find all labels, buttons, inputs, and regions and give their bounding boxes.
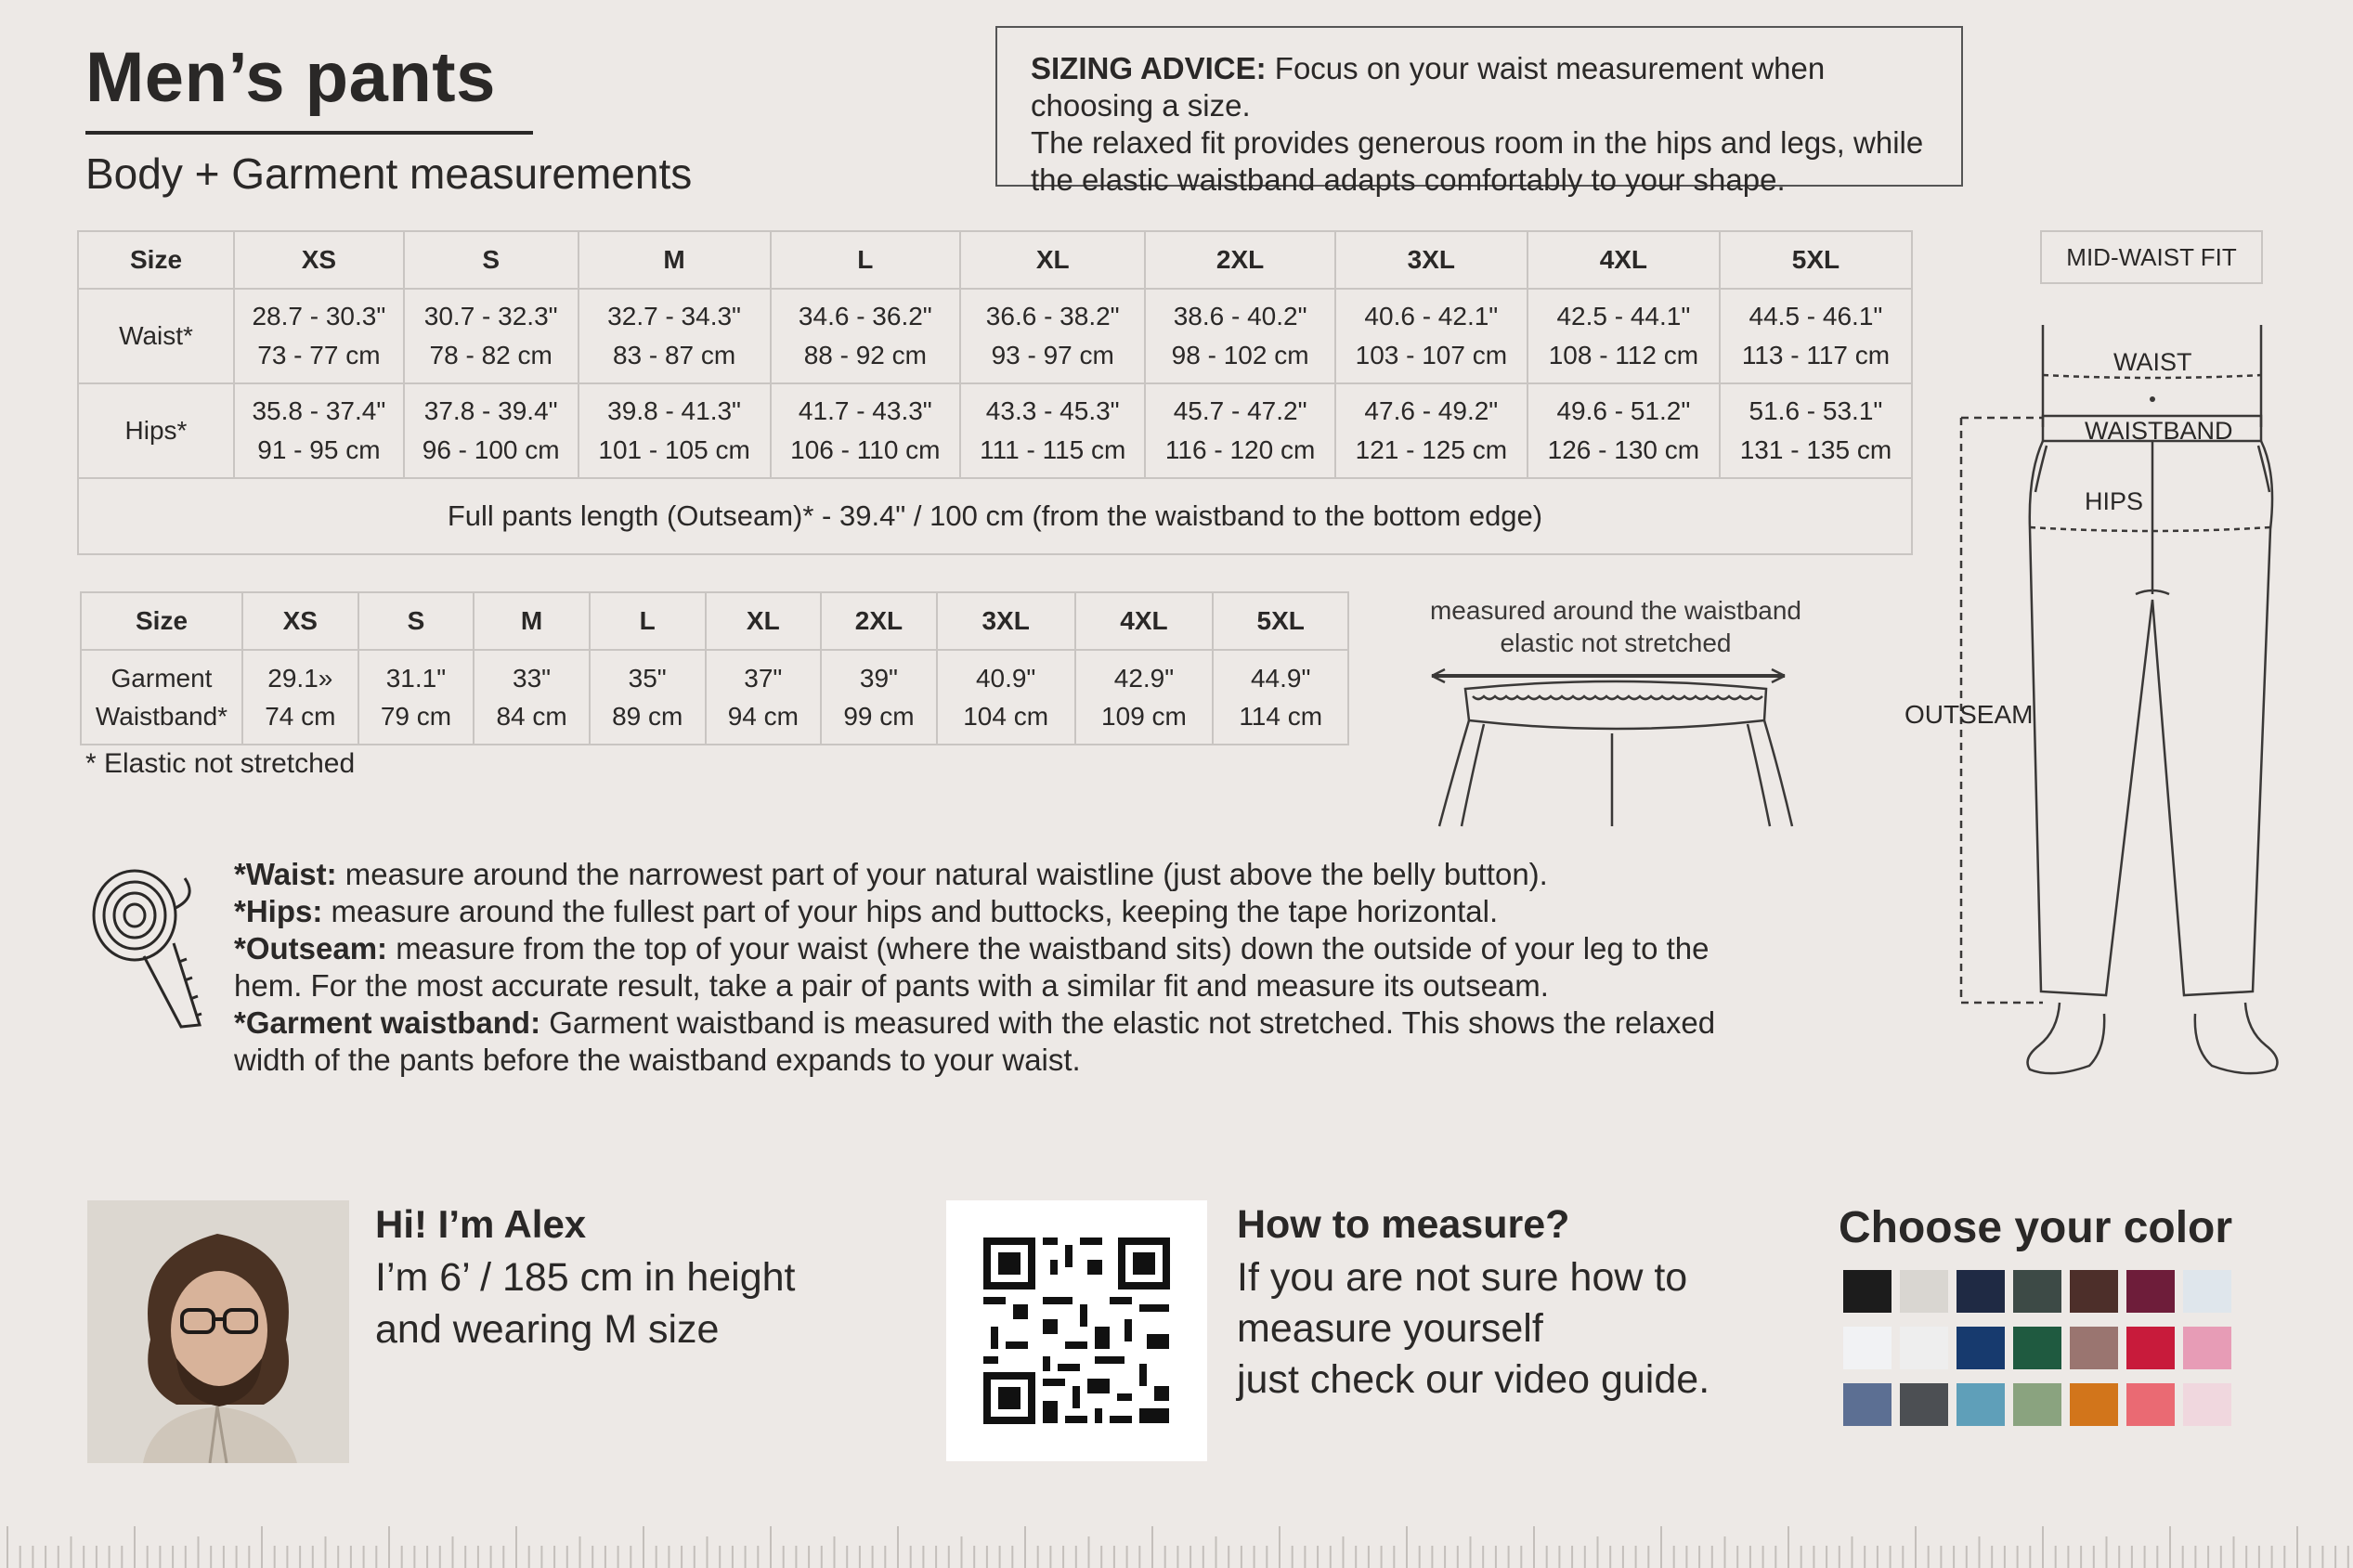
pants-label-waist: WAIST bbox=[2113, 348, 2192, 376]
color-swatch[interactable] bbox=[1843, 1327, 1892, 1369]
mid-waist-fit-label: MID-WAIST FIT bbox=[2040, 230, 2263, 284]
size-header-s: S bbox=[358, 592, 474, 650]
size-header-3xl: 3XL bbox=[1335, 231, 1528, 289]
color-swatch[interactable] bbox=[2126, 1327, 2175, 1369]
table-cell: 37" 94 cm bbox=[706, 650, 822, 745]
size-header-4xl: 4XL bbox=[1075, 592, 1214, 650]
size-header: Size bbox=[78, 231, 234, 289]
size-header-xs: XS bbox=[234, 231, 404, 289]
size-header-xl: XL bbox=[706, 592, 822, 650]
color-swatch[interactable] bbox=[1843, 1383, 1892, 1426]
color-swatch[interactable] bbox=[2183, 1270, 2231, 1313]
model-description: I’m 6’ / 185 cm in height and wearing M size bbox=[375, 1255, 796, 1352]
advice-line1: Focus on your waist measurement when choosing a size. bbox=[1031, 51, 1826, 123]
note-garment-waistband: *Garment waistband: Garment waistband is measured with the elastic not stretched. This shows the relaxed width of the pants before the waistband expands to your waist. bbox=[234, 1005, 1716, 1077]
table-cell: 49.6 - 51.2" 126 - 130 cm bbox=[1528, 383, 1720, 478]
ruler-decoration bbox=[0, 1497, 2353, 1568]
size-header-xs: XS bbox=[242, 592, 358, 650]
how-to-measure-title: How to measure? bbox=[1237, 1202, 1570, 1247]
table-cell: 40.6 - 42.1" 103 - 107 cm bbox=[1335, 289, 1528, 383]
color-swatch[interactable] bbox=[2126, 1270, 2175, 1313]
table-cell: 44.9" 114 cm bbox=[1213, 650, 1348, 745]
table-row-waist bbox=[78, 289, 1912, 383]
color-swatch[interactable] bbox=[1956, 1327, 2005, 1369]
table-cell: 45.7 - 47.2" 116 - 120 cm bbox=[1145, 383, 1334, 478]
pants-label-waistband: WAISTBAND bbox=[2085, 417, 2233, 445]
size-header-s: S bbox=[404, 231, 578, 289]
color-swatch[interactable] bbox=[2126, 1383, 2175, 1426]
table-cell: 39.8 - 41.3" 101 - 105 cm bbox=[578, 383, 771, 478]
row-label-garment-waistband: Garment Waistband* bbox=[81, 650, 242, 745]
model-photo bbox=[87, 1200, 349, 1463]
table-row-hips bbox=[78, 383, 1912, 478]
table-cell: 35" 89 cm bbox=[590, 650, 706, 745]
advice-line2: The relaxed fit provides generous room in the hips and legs, while the elastic waistband adapts comfortably to your shape. bbox=[1031, 125, 1924, 197]
size-header-5xl: 5XL bbox=[1720, 231, 1912, 289]
page-subtitle: Body + Garment measurements bbox=[85, 149, 693, 198]
pants-label-hips: HIPS bbox=[2085, 487, 2144, 515]
color-swatch[interactable] bbox=[2013, 1270, 2061, 1313]
page-title: Men’s pants bbox=[85, 38, 496, 117]
size-header-2xl: 2XL bbox=[821, 592, 937, 650]
model-name: Hi! I’m Alex bbox=[375, 1202, 587, 1246]
color-swatch[interactable] bbox=[1900, 1327, 1948, 1369]
table-cell: 40.9" 104 cm bbox=[937, 650, 1075, 745]
table-cell: 33" 84 cm bbox=[474, 650, 590, 745]
table-cell: 30.7 - 32.3" 78 - 82 cm bbox=[404, 289, 578, 383]
color-swatch[interactable] bbox=[2070, 1383, 2118, 1426]
size-header-5xl: 5XL bbox=[1213, 592, 1348, 650]
size-header-3xl: 3XL bbox=[937, 592, 1075, 650]
row-label-waist: Waist* bbox=[78, 289, 234, 383]
footnote: * Elastic not stretched bbox=[85, 748, 356, 779]
color-swatch[interactable] bbox=[1956, 1383, 2005, 1426]
table-cell: 51.6 - 53.1" 131 - 135 cm bbox=[1720, 383, 1912, 478]
table-cell: 29.1» 74 cm bbox=[242, 650, 358, 745]
table-cell: 47.6 - 49.2" 121 - 125 cm bbox=[1335, 383, 1528, 478]
table-cell: 35.8 - 37.4" 91 - 95 cm bbox=[234, 383, 404, 478]
size-header-l: L bbox=[771, 231, 960, 289]
table-cell: 42.5 - 44.1" 108 - 112 cm bbox=[1528, 289, 1720, 383]
size-header-m: M bbox=[474, 592, 590, 650]
pants-label-outseam: OUTSEAM bbox=[1904, 700, 2034, 729]
table-cell: 36.6 - 38.2" 93 - 97 cm bbox=[960, 289, 1145, 383]
size-header-m: M bbox=[578, 231, 771, 289]
full-length-note: Full pants length (Outseam)* - 39.4" / 100 cm (from the waistband to the bottom edge) bbox=[78, 478, 1912, 554]
color-swatch[interactable] bbox=[2070, 1270, 2118, 1313]
color-swatch[interactable] bbox=[2183, 1327, 2231, 1369]
table-row-garment-waistband bbox=[81, 650, 1348, 745]
table-cell: 31.1" 79 cm bbox=[358, 650, 474, 745]
table-cell: 39" 99 cm bbox=[821, 650, 937, 745]
table-cell: 44.5 - 46.1" 113 - 117 cm bbox=[1720, 289, 1912, 383]
size-header-xl: XL bbox=[960, 231, 1145, 289]
garment-waistband-table bbox=[80, 591, 1349, 745]
table-cell: 37.8 - 39.4" 96 - 100 cm bbox=[404, 383, 578, 478]
table-cell: 38.6 - 40.2" 98 - 102 cm bbox=[1145, 289, 1334, 383]
tape-measure-icon bbox=[88, 860, 209, 1036]
table-cell: 34.6 - 36.2" 88 - 92 cm bbox=[771, 289, 960, 383]
title-underline bbox=[85, 131, 533, 135]
choose-color-title: Choose your color bbox=[1839, 1203, 2233, 1252]
color-swatch[interactable] bbox=[2070, 1327, 2118, 1369]
size-header-4xl: 4XL bbox=[1528, 231, 1720, 289]
color-swatch[interactable] bbox=[2013, 1383, 2061, 1426]
size-header-2xl: 2XL bbox=[1145, 231, 1334, 289]
size-header: Size bbox=[81, 592, 242, 650]
waistband-caption: measured around the waistband elastic not stretched bbox=[1429, 596, 1802, 657]
measurement-notes bbox=[234, 856, 1813, 1079]
color-swatch[interactable] bbox=[1843, 1270, 1892, 1313]
table-cell: 28.7 - 30.3" 73 - 77 cm bbox=[234, 289, 404, 383]
table-cell: 32.7 - 34.3" 83 - 87 cm bbox=[578, 289, 771, 383]
table-cell: 43.3 - 45.3" 111 - 115 cm bbox=[960, 383, 1145, 478]
table-header-row bbox=[78, 231, 1912, 289]
waistband-illustration bbox=[1421, 659, 1811, 831]
color-swatch[interactable] bbox=[1956, 1270, 2005, 1313]
table-cell: 41.7 - 43.3" 106 - 110 cm bbox=[771, 383, 960, 478]
color-swatch[interactable] bbox=[1900, 1270, 1948, 1313]
color-swatch[interactable] bbox=[2183, 1383, 2231, 1426]
note-outseam: *Outseam: measure from the top of your waist (where the waistband sits) down the outside of your leg to the hem. For the most accurate result, take a pair of pants with a similar fit and measure its outseam. bbox=[234, 931, 1710, 1003]
advice-label: SIZING ADVICE: bbox=[1031, 51, 1267, 85]
sizing-advice-box bbox=[995, 26, 1963, 197]
color-swatch-grid bbox=[1843, 1270, 2233, 1428]
qr-code[interactable] bbox=[946, 1200, 1207, 1461]
color-swatch[interactable] bbox=[2013, 1327, 2061, 1369]
size-header-l: L bbox=[590, 592, 706, 650]
color-swatch[interactable] bbox=[1900, 1383, 1948, 1426]
table-row-full-length bbox=[78, 478, 1912, 554]
body-measurements-table bbox=[77, 230, 1913, 555]
note-hips: *Hips: measure around the fullest part of your hips and buttocks, keeping the tape horizontal. bbox=[234, 894, 1499, 928]
qr-code-icon bbox=[946, 1200, 1207, 1461]
row-label-hips: Hips* bbox=[78, 383, 234, 478]
table-cell: 42.9" 109 cm bbox=[1075, 650, 1214, 745]
note-waist: *Waist: measure around the narrowest part of your natural waistline (just above the belly button). bbox=[234, 857, 1548, 891]
table-header-row bbox=[81, 592, 1348, 650]
how-to-measure-text: If you are not sure how to measure yourself just check our video guide. bbox=[1237, 1255, 1710, 1402]
